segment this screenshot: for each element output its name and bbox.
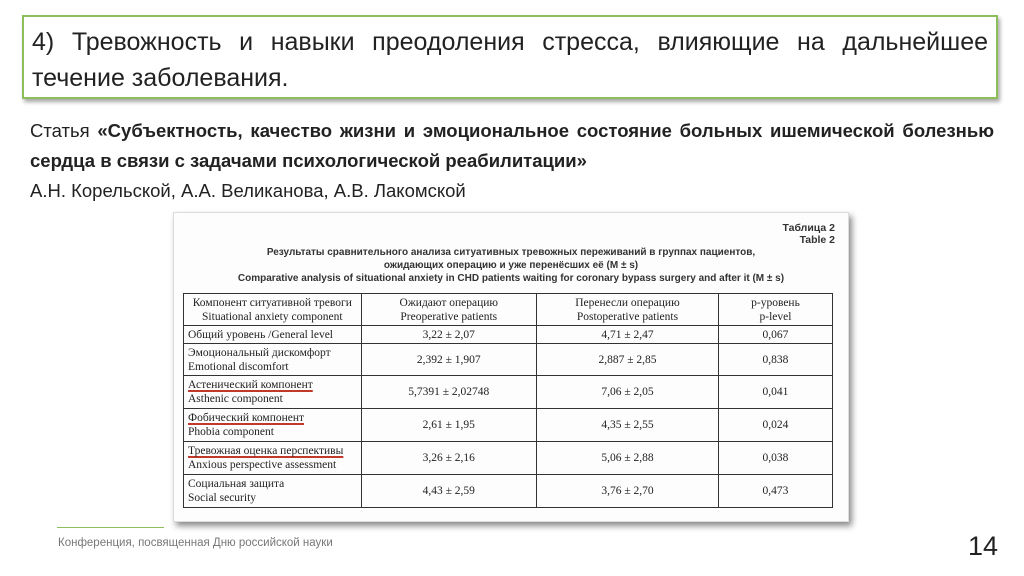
column-header: p-уровень p-level — [718, 294, 832, 326]
column-header: Перенесли операцию Postoperative patients — [536, 294, 718, 326]
component-cell: Тревожная оценка перспективы Anxious perspective assessment — [184, 442, 362, 475]
post-value-cell: 7,06 ± 2,05 — [536, 376, 718, 409]
component-cell: Социальная защита Social security — [184, 475, 362, 508]
table-row — [184, 475, 833, 508]
pre-value-cell: 5,7391 ± 2,02748 — [361, 376, 536, 409]
p-value-cell: 0,041 — [718, 376, 832, 409]
footer-divider — [57, 527, 164, 528]
table-label-en: Table 2 — [799, 234, 835, 246]
p-value-cell: 0,038 — [718, 442, 832, 475]
post-value-cell: 4,35 ± 2,55 — [536, 409, 718, 442]
table-row — [184, 409, 833, 442]
slide-title-box — [22, 15, 998, 99]
table-row — [184, 326, 833, 344]
pre-value-cell: 4,43 ± 2,59 — [361, 475, 536, 508]
component-cell: Фобический компонент Phobia component — [184, 409, 362, 442]
table-heading-ru-2: ожидающих операцию и уже перенёсших её (M ± s) — [383, 260, 639, 271]
article-title: «Субъектность, качество жизни и эмоциональное состояние больных ишемической болезнью сердца в связи с задачами психологической реабилитации» — [30, 120, 995, 171]
p-value-cell: 0,473 — [718, 475, 832, 508]
pre-value-cell: 3,22 ± 2,07 — [361, 326, 536, 344]
p-value-cell: 0,838 — [718, 344, 832, 376]
article-authors: А.Н. Корельской, А.А. Великанова, А.В. Лакомской — [30, 180, 466, 201]
pre-value-cell: 3,26 ± 2,16 — [361, 442, 536, 475]
table-row — [184, 376, 833, 409]
component-cell: Эмоциональный дискомфорт Emotional discomfort — [184, 344, 362, 376]
post-value-cell: 3,76 ± 2,70 — [536, 475, 718, 508]
article-prefix: Статья — [30, 120, 90, 141]
post-value-cell: 5,06 ± 2,88 — [536, 442, 718, 475]
column-header: Ожидают операцию Preoperative patients — [361, 294, 536, 326]
component-cell: Общий уровень /General level — [184, 326, 362, 344]
page-number: 14 — [967, 531, 998, 561]
table-row — [184, 344, 833, 376]
p-value-cell: 0,067 — [718, 326, 832, 344]
post-value-cell: 2,887 ± 2,85 — [536, 344, 718, 376]
footer-conference: Конференция, посвященная Дню российской науки — [58, 537, 333, 549]
table-label-ru: Таблица 2 — [782, 222, 835, 234]
column-header: Компонент ситуативной тревоги Situational anxiety component — [184, 294, 362, 326]
post-value-cell: 4,71 ± 2,47 — [536, 326, 718, 344]
p-value-cell: 0,024 — [718, 409, 832, 442]
anxiety-table — [183, 293, 833, 508]
pre-value-cell: 2,61 ± 1,95 — [361, 409, 536, 442]
table-scan-image — [173, 212, 849, 522]
article-reference — [30, 116, 994, 206]
table-heading-ru-1: Результаты сравнительного анализа ситуативных тревожных переживаний в группах пациентов, — [266, 247, 756, 258]
slide-title: 4) Тревожность и навыки преодоления стресса, влияющие на дальнейшее течение заболевания. — [32, 28, 988, 92]
table-header-row — [184, 294, 833, 326]
table-row — [184, 442, 833, 475]
component-cell: Астенический компонент Asthenic component — [184, 376, 362, 409]
pre-value-cell: 2,392 ± 1,907 — [361, 344, 536, 376]
table-heading-en: Comparative analysis of situational anxiety in CHD patients waiting for coronary bypass surgery and after it (M ± s) — [237, 273, 785, 284]
